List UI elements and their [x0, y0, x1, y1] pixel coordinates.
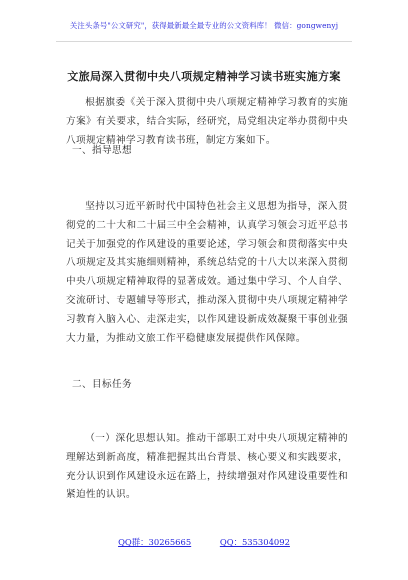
goals-item-1-paragraph: （一）深化思想认知。推动干部职工对中央八项规定精神的理解达到新高度，精准把握其出台背景、核心要义和实践要求，充分认识到作风建设永远在路上，持续增强对作风建设重要性和紧迫性的认识。 [66, 433, 348, 501]
intro-paragraph: 根据旗委《关于深入贯彻中央八项规定精神学习教育的实施方案》有关要求，结合实际，经研究，局党组决定举办贯彻中央八项规定精神学习教育读书班，制定方案如下。 [66, 97, 348, 146]
header-divider [56, 41, 352, 42]
footer-contact [0, 536, 408, 548]
section-heading-guiding-ideology: 一、指导思想 [72, 145, 132, 156]
qq-group-link[interactable]: QQ群：30265665 [118, 537, 192, 547]
qq-contact-link[interactable]: QQ：535304092 [219, 537, 290, 547]
top-banner: 关注头条号"公文研究"，获得最新最全最专业的公文资料库！ 微信：gongwenyj [69, 21, 339, 30]
guiding-ideology-paragraph: 坚持以习近平新时代中国特色社会主义思想为指导，深入贯彻党的二十大和二十届三中全会精神，认真学习领会习近平总书记关于加强党的作风建设的重要论述，学习领会和贯彻落实中央八项规定及其实施细则精神，系统总结党的十八大以来深入贯彻中央八项规定精神取得的显著成效。通过集中学习、个人自学、交流研讨、专题辅导等形式，推动深入贯彻中央八项规定精神学习教育入脑入心、走深走实，以作风建设新成效凝聚干事创业强大力量，为推动文旅工作平稳健康发展提供作风保障。 [66, 201, 348, 344]
section-heading-goals: 二、目标任务 [72, 379, 132, 390]
document-title: 文旅局深入贯彻中央八项规定精神学习读书班实施方案 [67, 70, 341, 83]
